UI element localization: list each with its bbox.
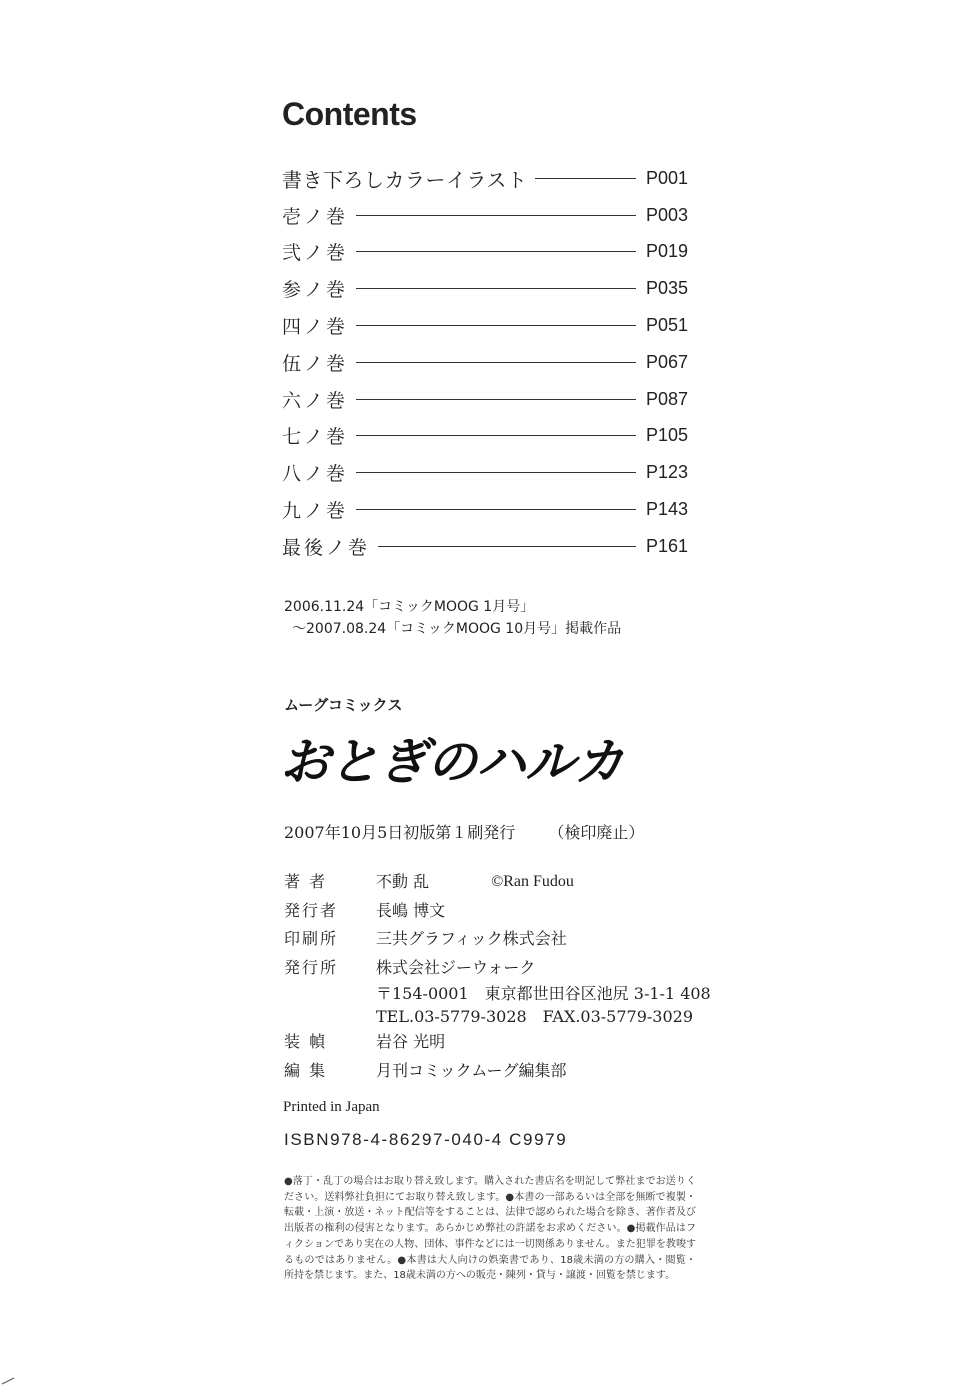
toc-leader-line (356, 399, 636, 400)
toc-label: 書き下ろしカラーイラスト (282, 167, 528, 192)
imprint-label: ムーグコミックス (284, 696, 403, 714)
toc-leader-line (356, 362, 636, 363)
street-address: 東京都世田谷区池尻 3-1-1 408 (484, 984, 711, 1003)
toc-row[interactable] (282, 381, 692, 418)
credit-row-publisher (284, 897, 711, 926)
toc-page-number: P003 (646, 204, 689, 225)
toc-row[interactable] (282, 270, 692, 307)
toc-leader-line (356, 435, 636, 436)
contents-heading: Contents (282, 96, 417, 132)
book-title-logo: おとぎのハルカ (280, 733, 623, 791)
toc-leader-line (356, 215, 636, 216)
scan-mark (0, 1368, 20, 1388)
credit-key: 編 集 (284, 1060, 328, 1080)
toc-row[interactable] (282, 528, 692, 565)
publishing-house-name: 株式会社ジーウォーク (376, 957, 536, 977)
toc-label: 七ノ巻 (282, 426, 349, 449)
toc-page-number: P001 (646, 167, 689, 188)
editor-name: 月刊コミックムーグ編集部 (376, 1060, 567, 1080)
credit-row-address (284, 982, 711, 1005)
toc-row[interactable] (282, 160, 692, 197)
toc-label: 四ノ巻 (282, 316, 349, 339)
toc-page-number: P051 (646, 315, 689, 336)
toc-leader-line (378, 546, 636, 547)
address (376, 982, 711, 1005)
credit-row-house (284, 954, 711, 983)
publisher-name: 長嶋 博文 (376, 900, 446, 920)
toc-row[interactable] (282, 234, 692, 271)
toc-label: 九ノ巻 (282, 500, 349, 523)
toc-label: 参ノ巻 (282, 279, 349, 302)
isbn-code: ISBN978-4-86297-040-4 C9979 (284, 1130, 568, 1149)
toc-page-number: P035 (646, 278, 689, 299)
toc-row[interactable] (282, 418, 692, 455)
toc-leader-line (356, 509, 636, 510)
toc-leader-line (356, 325, 636, 326)
serialization-info (284, 596, 621, 640)
table-of-contents (282, 160, 692, 565)
toc-label: 六ノ巻 (282, 389, 349, 412)
toc-row[interactable] (282, 454, 692, 491)
toc-label: 壱ノ巻 (282, 205, 349, 228)
toc-label: 八ノ巻 (282, 463, 349, 486)
toc-label: 伍ノ巻 (282, 352, 349, 375)
toc-page-number: P143 (646, 499, 689, 520)
toc-leader-line (356, 288, 636, 289)
toc-page-number: P161 (646, 535, 689, 556)
first-edition-date: 2007年10月5日初版第１刷発行 (284, 823, 516, 842)
publication-date (284, 820, 644, 843)
seal-omitted-note: （検印廃止） (548, 823, 645, 842)
designer-name: 岩谷 光明 (376, 1032, 446, 1051)
credit-key: 著 者 (284, 872, 328, 891)
printer-name: 三共グラフィック株式会社 (376, 929, 567, 948)
toc-label: 弐ノ巻 (282, 242, 349, 265)
credit-key: 発行所 (284, 957, 339, 977)
toc-leader-line (356, 472, 636, 473)
fax-number: FAX.03-5779-3029 (542, 1007, 694, 1026)
credit-row-phone (284, 1005, 711, 1028)
toc-page-number: P019 (646, 241, 689, 262)
credit-row-editor (284, 1057, 711, 1086)
phone-numbers (376, 1005, 693, 1028)
toc-page-number: P105 (646, 425, 689, 446)
author-name: 不動 乱 (376, 872, 430, 891)
serialization-end: ～2007.08.24「コミックMOOG 10月号」掲載作品 (292, 621, 622, 637)
toc-page-number: P067 (646, 351, 689, 372)
postal-code: 〒154-0001 (376, 984, 469, 1003)
credit-key: 印刷所 (284, 929, 339, 948)
toc-label: 最後ノ巻 (282, 536, 371, 559)
toc-leader-line (356, 251, 636, 252)
credit-row-printer (284, 925, 711, 954)
tel-number: TEL.03-5779-3028 (376, 1007, 527, 1026)
toc-row[interactable] (282, 344, 692, 381)
toc-row[interactable] (282, 197, 692, 234)
legal-notice: ●落丁・乱丁の場合はお取り替え致します。購入された書店名を明記して弊社までお送りください。送料弊社負担にてお取り替え致します。●本書の一部あるいは全部を無断で複製・転載・上演・放送・ネット配信等をすることは、法律で認められた場合を除き、著作者及び出版者の権利の侵害となります。あらかじめ弊社の許諾をお求めください。●掲載作品はフィクションであり実在の人物、団体、事件などには一切関係ありません。また犯罪を教唆するものではありません。●本書は大人向けの娯楽書であり、18歳未満の方の購入・閲覧・所持を禁じます。また、18歳未満の方への販売・陳列・貸与・譲渡・回覧を禁じます。 (284, 1176, 696, 1282)
colophon-credits (284, 868, 711, 1085)
printed-in: Printed in Japan (283, 1099, 380, 1115)
serialization-start: 2006.11.24「コミックMOOG 1月号」 (284, 599, 535, 615)
toc-row[interactable] (282, 307, 692, 344)
credit-row-author (284, 868, 711, 897)
credit-key: 装 幀 (284, 1032, 328, 1051)
credit-row-design (284, 1028, 711, 1057)
toc-page-number: P123 (646, 462, 689, 483)
copyright-notice: ©Ran Fudou (491, 873, 574, 890)
credit-key: 発行者 (284, 900, 339, 920)
toc-page-number: P087 (646, 388, 689, 409)
toc-leader-line (535, 178, 636, 179)
toc-row[interactable] (282, 491, 692, 528)
